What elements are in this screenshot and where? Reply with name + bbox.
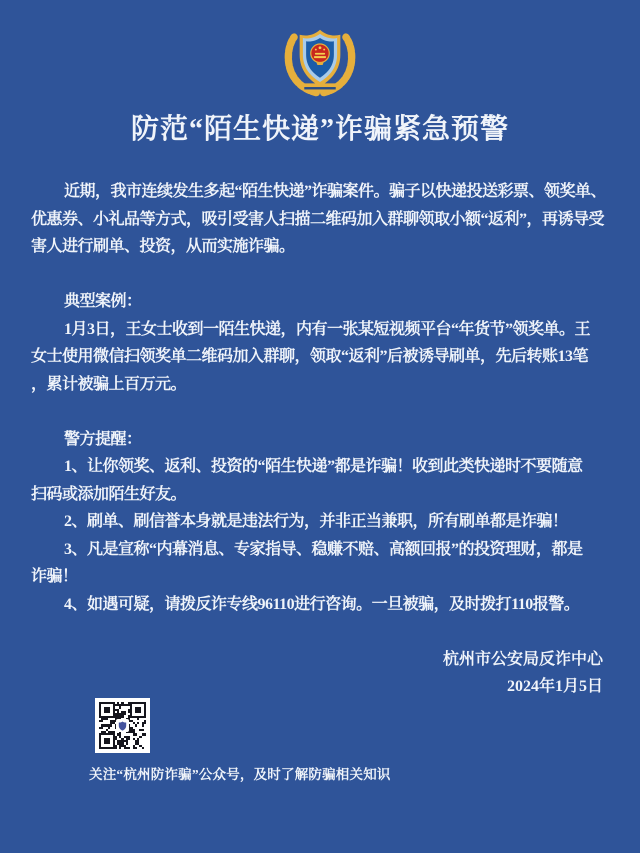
tips-section-heading: 警方提醒： [64,430,142,448]
police-emblem-icon [283,24,357,102]
qr-finder-icon [99,733,115,749]
tip-line: 3、凡是宣称“内幕消息、专家指导、稳赚不赔、高额回报”的投资理财，都是 [64,540,583,558]
case-line: 女士使用微信扫领奖单二维码加入群聊，领取“返利”后被诱导刷单，先后转账13笔 [31,348,589,365]
qr-finder-icon [99,702,115,718]
case-line: ，累计被骗上百万元。 [31,375,187,393]
signature-date: 2024年1月5日 [506,678,603,695]
qr-caption: 关注“杭州防诈骗”公众号，及时了解防骗相关知识 [89,767,391,782]
qr-finder-icon [130,702,146,718]
poster-body [31,178,609,701]
poster-title: 防范“陌生快递”诈骗紧急预警 [130,114,509,145]
tip-line: 诈骗！ [31,568,78,585]
case-line: 1月3日，王女士收到一陌生快递，内有一张某短视频平台“年货节”领奖单。王 [64,320,591,338]
intro-line: 近期，我市连续发生多起“陌生快递”诈骗案件。骗子以快递投送彩票、领奖单、 [64,183,607,200]
qr-code [95,698,150,753]
intro-line: 优惠券、小礼品等方式，吸引受害人扫描二维码加入群聊领取小额“返利”，再诱导受 [31,210,605,228]
intro-line: 害人进行刷单、投资，从而实施诈骗。 [31,238,295,255]
tip-line: 2、刷单、刷信誉本身就是违法行为，并非正当兼职，所有刷单都是诈骗！ [64,513,568,530]
tip-line: 4、如遇可疑，请拨反诈专线96110进行咨询。一旦被骗，及时拨打110报警。 [64,595,580,613]
signature-org: 杭州市公安局反诈中心 [442,650,603,668]
poster-footer [89,698,391,783]
section-spacer [31,398,609,426]
qr-center-badge-icon [116,719,129,732]
section-spacer [31,618,609,646]
tip-line: 1、让你领奖、返利、投资的“陌生快递”都是诈骗！收到此类快递时不要随意 [64,458,583,475]
case-section-heading: 典型案例： [64,293,142,310]
section-spacer [31,261,609,289]
tip-line: 扫码或添加陌生好友。 [31,485,187,503]
